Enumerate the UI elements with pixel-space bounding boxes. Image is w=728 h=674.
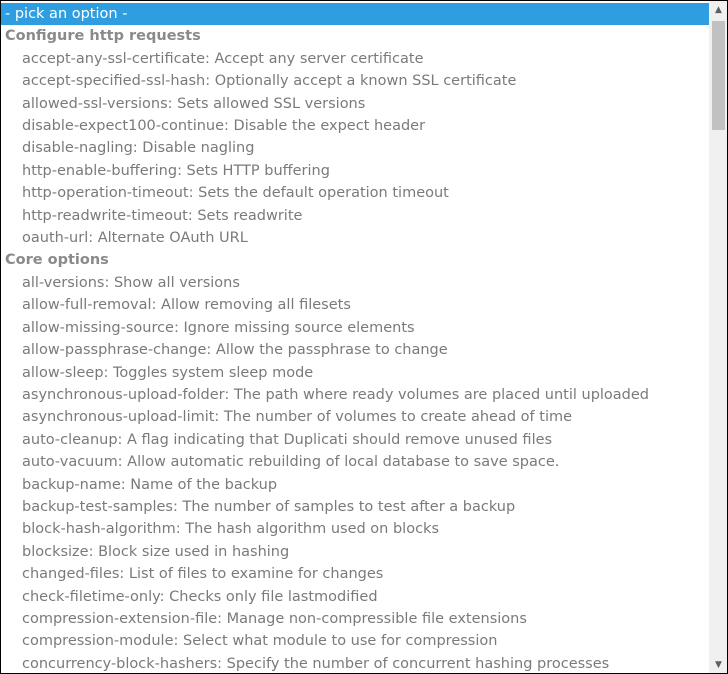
option-item[interactable]: oauth-url: Alternate OAuth URL xyxy=(22,230,248,247)
option-item[interactable]: allow-passphrase-change: Allow the passphrase to change xyxy=(22,342,448,359)
option-list xyxy=(1,3,710,673)
option-item[interactable]: accept-specified-ssl-hash: Optionally accept a known SSL certificate xyxy=(22,73,517,90)
option-item[interactable]: asynchronous-upload-limit: The number of volumes to create ahead of time xyxy=(22,409,573,426)
option-item[interactable]: all-versions: Show all versions xyxy=(22,274,240,291)
scroll-down-arrow-icon[interactable]: ▼ xyxy=(715,659,722,670)
option-group-label: Core options xyxy=(5,252,109,269)
option-item[interactable]: concurrency-block-hashers: Specify the number of concurrent hashing processes xyxy=(22,655,610,672)
option-item[interactable]: accept-any-ssl-certificate: Accept any server certificate xyxy=(22,50,424,67)
option-item[interactable]: asynchronous-upload-folder: The path where ready volumes are placed until uploaded xyxy=(22,386,650,403)
option-item[interactable]: http-enable-buffering: Sets HTTP buffering xyxy=(22,162,330,179)
scroll-up-arrow-icon[interactable]: ▲ xyxy=(715,4,722,15)
option-item[interactable]: auto-cleanup: A flag indicating that Duplicati should remove unused files xyxy=(22,431,553,448)
scrollbar-thumb[interactable] xyxy=(712,21,725,130)
option-group-label: Configure http requests xyxy=(5,28,201,45)
option-item[interactable]: backup-test-samples: The number of samples to test after a backup xyxy=(22,498,516,515)
option-item[interactable]: block-hash-algorithm: The hash algorithm used on blocks xyxy=(22,521,440,538)
option-item[interactable]: allow-full-removal: Allow removing all filesets xyxy=(22,297,351,314)
option-item[interactable]: check-filetime-only: Checks only file lastmodified xyxy=(22,588,378,605)
option-item[interactable]: disable-expect100-continue: Disable the expect header xyxy=(22,118,426,135)
option-item[interactable]: allowed-ssl-versions: Sets allowed SSL versions xyxy=(22,95,366,112)
option-item[interactable]: auto-vacuum: Allow automatic rebuilding of local database to save space. xyxy=(22,454,560,471)
option-item[interactable]: http-operation-timeout: Sets the default operation timeout xyxy=(22,185,449,202)
vertical-scrollbar[interactable] xyxy=(709,1,727,673)
option-item[interactable]: backup-name: Name of the backup xyxy=(22,476,278,493)
option-item[interactable]: allow-sleep: Toggles system sleep mode xyxy=(22,364,314,381)
option-item[interactable]: http-readwrite-timeout: Sets readwrite xyxy=(22,207,303,224)
option-item[interactable]: blocksize: Block size used in hashing xyxy=(22,543,290,560)
option-item[interactable]: disable-nagling: Disable nagling xyxy=(22,140,255,157)
selected-option[interactable]: - pick an option - xyxy=(1,3,710,25)
option-item[interactable]: compression-module: Select what module to use for compression xyxy=(22,633,498,650)
option-item[interactable]: compression-extension-file: Manage non-compressible file extensions xyxy=(22,610,527,627)
option-item[interactable]: allow-missing-source: Ignore missing source elements xyxy=(22,319,415,336)
option-item[interactable]: changed-files: List of files to examine for changes xyxy=(22,566,384,583)
